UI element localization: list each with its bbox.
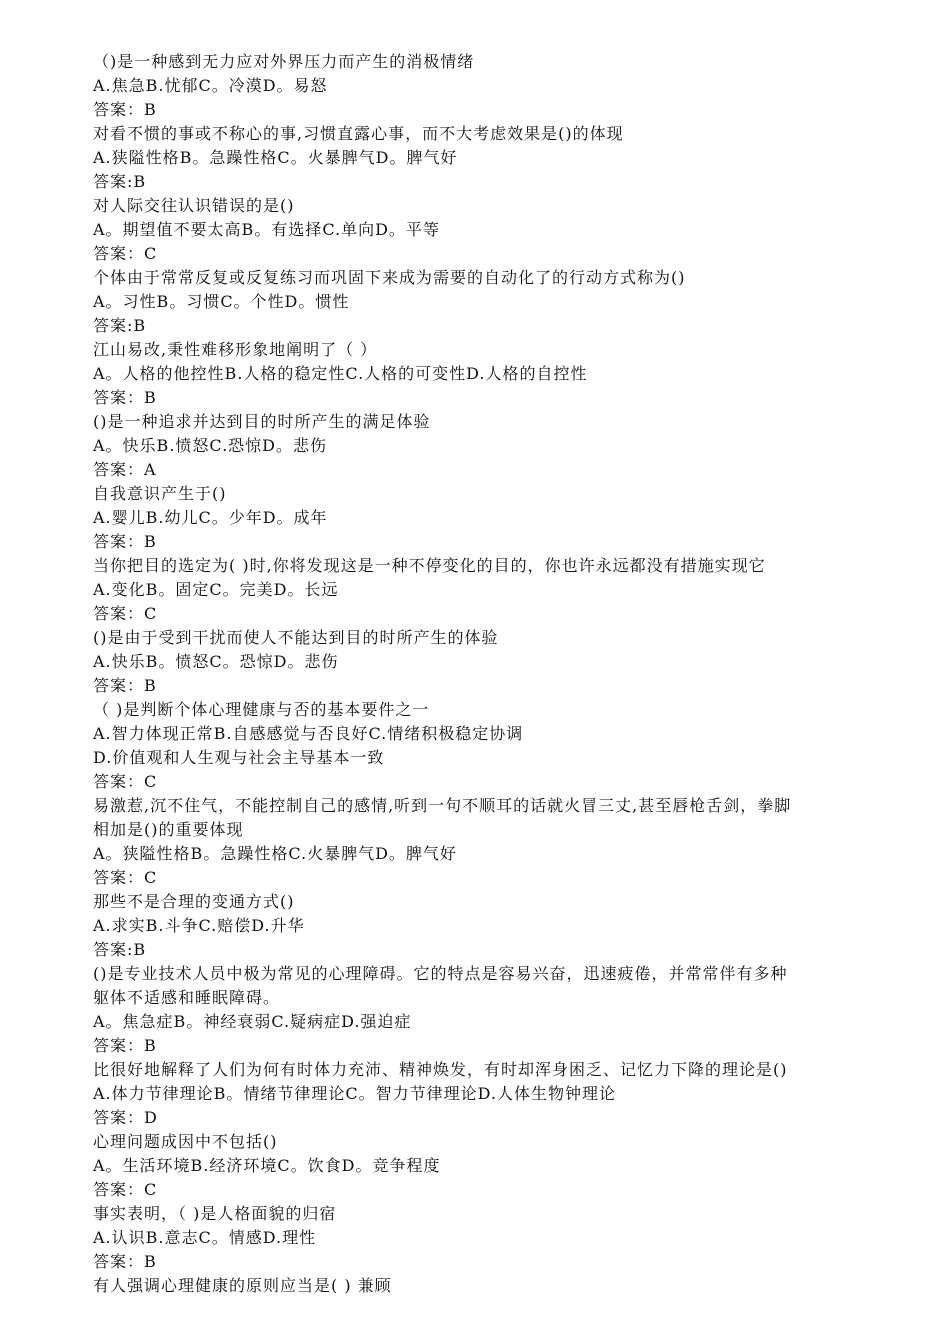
text-line: A。习性B。习惯C。个性D。惯性: [93, 292, 350, 311]
text-line: 比很好地解释了人们为何有时体力充沛、精神焕发，有时却浑身困乏、记忆力下降的理论是(): [93, 1060, 788, 1079]
text-line: A.智力体现正常B.自感感觉与否良好C.情绪积极稳定协调: [93, 724, 524, 743]
text-line: 江山易改,秉性难移形象地阐明了（ ）: [93, 340, 378, 359]
text-line: ()是专业技术人员中极为常见的心理障碍。它的特点是容易兴奋，迅速疲倦，并常常伴有多种: [93, 964, 788, 983]
text-line: 有人强调心理健康的原则应当是( ) 兼顾: [93, 1276, 392, 1295]
text-line: 答案：A: [93, 460, 157, 479]
text-line: 答案:B: [93, 316, 147, 335]
text-line: 易激惹,沉不住气，不能控制自己的感情,听到一句不顺耳的话就火冒三丈,甚至唇枪舌剑，拳脚: [93, 796, 792, 815]
text-line: 答案：C: [93, 772, 158, 791]
text-line: A.体力节律理论B。情绪节律理论C。智力节律理论D.人体生物钟理论: [93, 1084, 616, 1103]
text-line: 躯体不适感和睡眠障碍。: [93, 988, 281, 1007]
text-line: A.快乐B。愤怒C。恐惊D。悲伤: [93, 652, 339, 671]
text-line: 事实表明，（ )是人格面貌的归宿: [93, 1204, 337, 1223]
text-line: 答案：C: [93, 244, 158, 263]
text-line: A.求实B.斗争C.赔偿D.升华: [93, 916, 305, 935]
text-line: D.价值观和人生观与社会主导基本一致: [93, 748, 385, 767]
text-line: 答案：B: [93, 100, 157, 119]
text-line: A。狭隘性格B。急躁性格C.火暴脾气D。脾气好: [93, 844, 457, 863]
text-line: 答案：B: [93, 1036, 157, 1055]
text-line: 答案：C: [93, 604, 158, 623]
text-line: A。焦急症B。神经衰弱C.疑病症D.强迫症: [93, 1012, 412, 1031]
text-line: A。快乐B.愤怒C.恐惊D。悲伤: [93, 436, 327, 455]
text-line: 答案:B: [93, 940, 147, 959]
text-line: A.焦急B.忧郁C。冷漠D。易怒: [93, 76, 328, 95]
text-line: 答案：B: [93, 1252, 157, 1271]
text-line: 答案：D: [93, 1108, 158, 1127]
text-line: 答案：B: [93, 676, 157, 695]
text-line: 答案：B: [93, 388, 157, 407]
text-line: A。期望值不要太高B。有选择C.单向D。平等: [93, 220, 440, 239]
text-line: A.婴儿B.幼儿C。少年D。成年: [93, 508, 328, 527]
text-line: A.认识B.意志C。情感D.理性: [93, 1228, 317, 1247]
text-line: ()是一种追求并达到目的时所产生的满足体验: [93, 412, 431, 431]
text-line: A.狭隘性格B。急躁性格C。火暴脾气D。脾气好: [93, 148, 458, 167]
text-line: 那些不是合理的变通方式(): [93, 892, 295, 911]
text-line: 答案:B: [93, 172, 147, 191]
text-line: 对看不惯的事或不称心的事,习惯直露心事，而不大考虑效果是()的体现: [93, 124, 624, 143]
text-line: 答案：C: [93, 868, 158, 887]
text-line: （)是一种感到无力应对外界压力而产生的消极情绪: [93, 52, 475, 71]
text-line: A.变化B。固定C。完美D。长远: [93, 580, 339, 599]
text-line: 答案：B: [93, 532, 157, 551]
text-line: 心理问题成因中不包括(): [93, 1132, 278, 1151]
text-line: 对人际交往认识错误的是(): [93, 196, 295, 215]
text-line: A。人格的他控性B.人格的稳定性C.人格的可变性D.人格的自控性: [93, 364, 588, 383]
text-line: A。生活环境B.经济环境C。饮食D。竞争程度: [93, 1156, 441, 1175]
text-line: 自我意识产生于(): [93, 484, 227, 503]
text-line: （ )是判断个体心理健康与否的基本要件之一: [93, 700, 430, 719]
text-line: 个体由于常常反复或反复练习而巩固下来成为需要的自动化了的行动方式称为(): [93, 268, 686, 287]
text-line: 相加是()的重要体现: [93, 820, 244, 839]
text-line: ()是由于受到干扰而使人不能达到目的时所产生的体验: [93, 628, 499, 647]
text-line: 当你把目的选定为( )时,你将发现这是一种不停变化的目的，你也许永远都没有措施实现它: [93, 556, 766, 575]
text-line: 答案：C: [93, 1180, 158, 1199]
